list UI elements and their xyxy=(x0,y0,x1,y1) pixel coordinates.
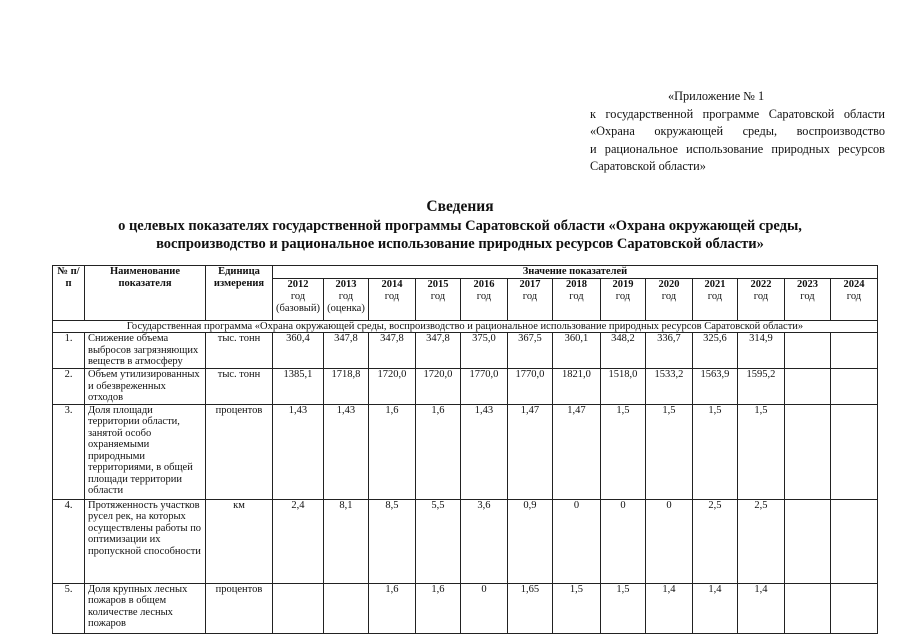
value-cell: 1718,8 xyxy=(323,369,368,405)
value-cell: 1,6 xyxy=(368,404,415,499)
value-cell xyxy=(273,583,324,633)
year-label: 2024 xyxy=(843,279,865,290)
value-cell xyxy=(784,499,830,583)
header-values: Значение показателей xyxy=(273,266,878,279)
value-cell: 1385,1 xyxy=(273,369,324,405)
value-cell xyxy=(784,369,830,405)
indicator-name: Снижение объема выбросов загрязняющих веществ в атмосферу xyxy=(85,333,206,369)
value-cell xyxy=(830,404,877,499)
year-sublabel: год xyxy=(753,291,769,302)
year-label: 2016 xyxy=(473,279,495,290)
value-cell: 360,1 xyxy=(552,333,600,369)
row-number: 4. xyxy=(53,499,85,583)
indicator-unit: процентов xyxy=(206,404,273,499)
value-cell: 0 xyxy=(600,499,645,583)
value-cell: 1,6 xyxy=(415,583,460,633)
value-cell: 1,5 xyxy=(552,583,600,633)
value-cell: 1720,0 xyxy=(415,369,460,405)
table-row xyxy=(53,369,878,405)
document-title xyxy=(40,198,880,254)
value-cell: 1518,0 xyxy=(600,369,645,405)
row-number: 1. xyxy=(53,333,85,369)
year-label: 2014 xyxy=(381,279,403,290)
value-cell: 367,5 xyxy=(507,333,552,369)
year-sublabel: год (оценка) xyxy=(327,291,365,314)
value-cell: 0 xyxy=(552,499,600,583)
appendix-line: «Приложение № 1 xyxy=(668,89,765,103)
year-label: 2013 xyxy=(335,279,357,290)
value-cell: 1,6 xyxy=(415,404,460,499)
title-line: Сведения xyxy=(426,198,494,215)
appendix-line: Саратовской области» xyxy=(590,159,706,173)
value-cell: 1,47 xyxy=(507,404,552,499)
year-sublabel: год xyxy=(476,291,492,302)
value-cell xyxy=(830,369,877,405)
value-cell: 1,47 xyxy=(552,404,600,499)
value-cell: 347,8 xyxy=(323,333,368,369)
value-cell: 375,0 xyxy=(460,333,507,369)
value-cell: 1,43 xyxy=(273,404,324,499)
title-line: воспроизводство и рациональное использование природных ресурсов Саратовской области» xyxy=(156,236,764,252)
header-year-2013 xyxy=(323,279,368,321)
value-cell: 8,5 xyxy=(368,499,415,583)
value-cell: 5,5 xyxy=(415,499,460,583)
year-label: 2023 xyxy=(796,279,818,290)
header-year-2023 xyxy=(784,279,830,321)
value-cell: 1563,9 xyxy=(692,369,737,405)
indicators-table xyxy=(52,265,878,634)
value-cell: 0 xyxy=(460,583,507,633)
header-year-2024 xyxy=(830,279,877,321)
value-cell: 1,5 xyxy=(645,404,692,499)
header-year-2021 xyxy=(692,279,737,321)
value-cell xyxy=(784,583,830,633)
header-year-2012 xyxy=(273,279,324,321)
year-label: 2012 xyxy=(287,279,309,290)
header-year-2022 xyxy=(737,279,784,321)
header-year-2018 xyxy=(552,279,600,321)
row-number: 3. xyxy=(53,404,85,499)
year-sublabel: год xyxy=(661,291,677,302)
value-cell: 1720,0 xyxy=(368,369,415,405)
year-sublabel: год xyxy=(846,291,862,302)
value-cell: 3,6 xyxy=(460,499,507,583)
header-number: № п/п xyxy=(53,266,85,321)
table-row xyxy=(53,583,878,633)
value-cell: 1821,0 xyxy=(552,369,600,405)
header-year-2016 xyxy=(460,279,507,321)
indicator-unit: тыс. тонн xyxy=(206,369,273,405)
table-row xyxy=(53,333,878,369)
table-row xyxy=(53,499,878,583)
value-cell: 1595,2 xyxy=(737,369,784,405)
value-cell: 1,5 xyxy=(692,404,737,499)
year-sublabel: год xyxy=(800,291,815,302)
year-sublabel: год xyxy=(569,291,584,302)
year-label: 2017 xyxy=(519,279,541,290)
year-label: 2022 xyxy=(750,279,772,290)
header-year-2017 xyxy=(507,279,552,321)
value-cell: 347,8 xyxy=(368,333,415,369)
value-cell: 2,4 xyxy=(273,499,324,583)
value-cell: 1,4 xyxy=(645,583,692,633)
value-cell: 1533,2 xyxy=(645,369,692,405)
value-cell: 1,5 xyxy=(600,404,645,499)
value-cell: 1770,0 xyxy=(507,369,552,405)
indicator-name: Доля площади территории области, занятой особо охраняемыми природными территориями, в общей площади территории области xyxy=(85,404,206,499)
appendix-line: «Охрана окружающей среды, воспроизводство xyxy=(590,124,885,138)
program-row: Государственная программа «Охрана окружающей среды, воспроизводство и рациональное использование природных ресурсов Саратовской области» xyxy=(53,321,878,333)
value-cell: 1,65 xyxy=(507,583,552,633)
indicator-name: Доля крупных лесных пожаров в общем количестве лесных пожаров xyxy=(85,583,206,633)
value-cell: 325,6 xyxy=(692,333,737,369)
value-cell xyxy=(784,404,830,499)
indicator-unit: тыс. тонн xyxy=(206,333,273,369)
header-year-2014 xyxy=(368,279,415,321)
indicator-unit: км xyxy=(206,499,273,583)
value-cell xyxy=(830,499,877,583)
value-cell xyxy=(830,583,877,633)
indicator-name: Протяженность участков русел рек, на которых осуществлены работы по оптимизации их пропускной способности xyxy=(85,499,206,583)
header-unit: Единица измерения xyxy=(206,266,273,321)
value-cell: 2,5 xyxy=(737,499,784,583)
value-cell: 1770,0 xyxy=(460,369,507,405)
value-cell: 336,7 xyxy=(645,333,692,369)
header-year-2015 xyxy=(415,279,460,321)
value-cell: 2,5 xyxy=(692,499,737,583)
year-label: 2020 xyxy=(658,279,680,290)
value-cell: 1,43 xyxy=(323,404,368,499)
appendix-line: и рациональное использование природных ресурсов xyxy=(590,141,885,156)
value-cell: 1,6 xyxy=(368,583,415,633)
value-cell: 1,5 xyxy=(600,583,645,633)
value-cell: 1,4 xyxy=(692,583,737,633)
year-label: 2019 xyxy=(612,279,634,290)
year-label: 2018 xyxy=(565,279,587,290)
indicator-unit: процентов xyxy=(206,583,273,633)
year-label: 2021 xyxy=(704,279,726,290)
value-cell: 1,43 xyxy=(460,404,507,499)
table-row xyxy=(53,404,878,499)
year-sublabel: год xyxy=(384,291,400,302)
value-cell: 314,9 xyxy=(737,333,784,369)
header-name: Наименование показателя xyxy=(85,266,206,321)
year-sublabel: год xyxy=(707,291,723,302)
value-cell: 348,2 xyxy=(600,333,645,369)
header-year-2020 xyxy=(645,279,692,321)
year-sublabel: год xyxy=(522,291,538,302)
value-cell: 1,4 xyxy=(737,583,784,633)
value-cell: 347,8 xyxy=(415,333,460,369)
value-cell: 360,4 xyxy=(273,333,324,369)
row-number: 5. xyxy=(53,583,85,633)
value-cell xyxy=(830,333,877,369)
header-year-2019 xyxy=(600,279,645,321)
year-sublabel: год (базовый) xyxy=(276,291,320,314)
title-line: о целевых показателях государственной программы Саратовской области «Охрана окружающей среды, xyxy=(118,217,802,234)
year-label: 2015 xyxy=(427,279,449,290)
value-cell: 0 xyxy=(645,499,692,583)
row-number: 2. xyxy=(53,369,85,405)
value-cell: 8,1 xyxy=(323,499,368,583)
appendix-note xyxy=(590,88,885,176)
value-cell xyxy=(784,333,830,369)
value-cell: 1,5 xyxy=(737,404,784,499)
value-cell: 0,9 xyxy=(507,499,552,583)
appendix-line: к государственной программе Саратовской области xyxy=(590,106,885,121)
year-sublabel: год xyxy=(615,291,631,302)
year-sublabel: год xyxy=(430,291,446,302)
indicator-name: Объем утилизированных и обезвреженных отходов xyxy=(85,369,206,405)
value-cell xyxy=(323,583,368,633)
